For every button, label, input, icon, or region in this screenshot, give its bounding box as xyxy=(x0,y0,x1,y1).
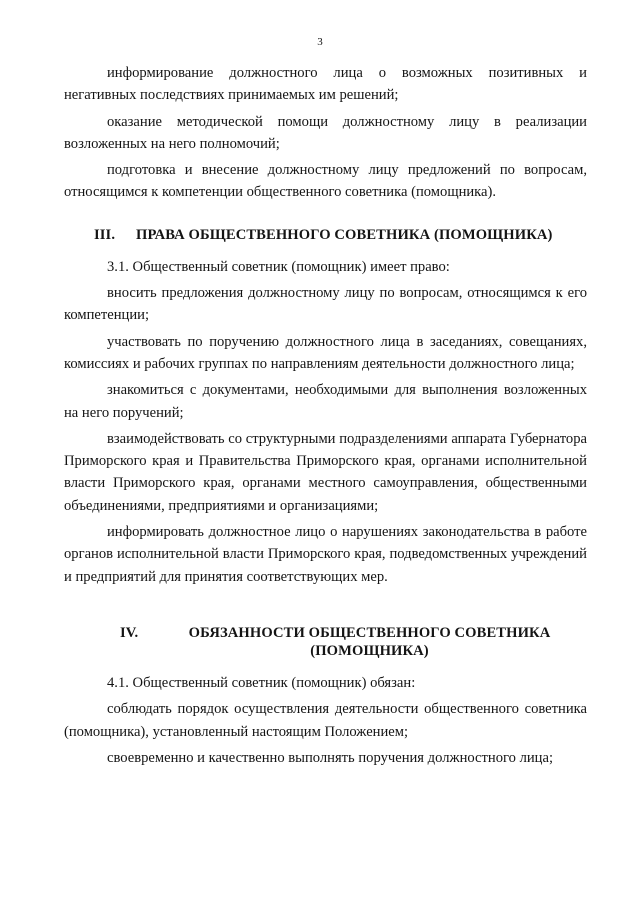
document-body xyxy=(64,62,587,773)
paragraph: взаимодействовать со структурными подразделениями аппарата Губернатора Приморского края и Правительства Приморского края, органами исполнительной власти Приморского края, органами местного самоуправления, общественными объединениями, предприятиями и организациями; xyxy=(64,430,587,514)
paragraph: информирование должностного лица о возможных позитивных и негативных последствиях принимаемых им решений; xyxy=(64,65,587,104)
paragraph: своевременно и качественно выполнять поручения должностного лица; xyxy=(107,749,553,766)
paragraph: оказание методической помощи должностному лицу в реализации возложенных на него полномочий; xyxy=(64,113,587,152)
section-number: IV. xyxy=(120,624,139,641)
paragraph: соблюдать порядок осуществления деятельности общественного советника (помощника), установленный настоящим Положением; xyxy=(64,701,587,740)
paragraph: знакомиться с документами, необходимыми для выполнения возложенных на него поручений; xyxy=(64,382,587,421)
section-number: III. xyxy=(94,226,116,243)
page-number: 3 xyxy=(317,36,323,48)
section-heading-rights xyxy=(64,226,587,244)
paragraph: информировать должностное лицо о нарушениях законодательства в работе органов исполнительной власти Приморского края, подведомственных учреждений и предприятий для принятия соответствующих мер. xyxy=(64,524,587,585)
paragraph: вносить предложения должностному лицу по вопросам, относящимся к его компетенции; xyxy=(64,285,587,324)
section-title: ОБЯЗАННОСТИ ОБЩЕСТВЕННОГО СОВЕТНИКА (ПОМОЩНИКА) xyxy=(188,624,551,659)
section-heading-duties xyxy=(64,624,587,660)
paragraph: 3.1. Общественный советник (помощник) имеет право: xyxy=(107,258,450,275)
paragraph: 4.1. Общественный советник (помощник) обязан: xyxy=(107,674,416,691)
paragraph: участвовать по поручению должностного лица в заседаниях, совещаниях, комиссиях и рабочих группах по направлениям деятельности должностного лица; xyxy=(64,333,587,372)
paragraph: подготовка и внесение должностному лицу предложений по вопросам, относящимся к компетенции общественного советника (помощника). xyxy=(64,162,587,201)
section-title: ПРАВА ОБЩЕСТВЕННОГО СОВЕТНИКА (ПОМОЩНИКА) xyxy=(136,226,553,243)
